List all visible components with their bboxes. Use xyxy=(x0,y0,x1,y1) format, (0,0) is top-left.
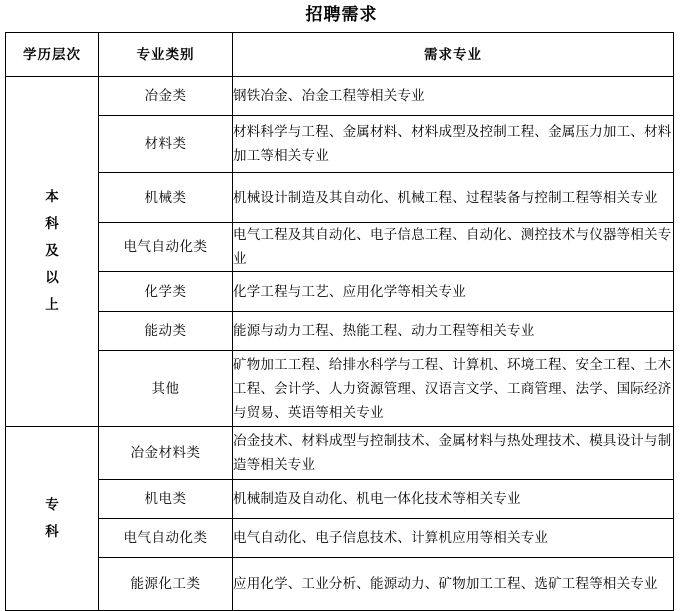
major-category-cell: 冶金材料类 xyxy=(99,427,233,480)
column-header-education-level: 学历层次 xyxy=(6,33,99,77)
required-majors-cell: 矿物加工工程、给排水科学与工程、计算机、环境工程、安全工程、土木工程、会计学、人力资源管理、汉语言文学、工商管理、法学、国际经济与贸易、英语等相关专业 xyxy=(233,351,674,427)
table-row xyxy=(6,173,674,223)
table-row xyxy=(6,480,674,519)
required-majors-cell: 电气自动化、电子信息技术、计算机应用等相关专业 xyxy=(233,519,674,558)
required-majors-cell: 电气工程及其自动化、电子信息工程、自动化、测控技术与仪器等相关专业 xyxy=(233,223,674,272)
table-row xyxy=(6,116,674,173)
required-majors-cell: 机械制造及自动化、机电一体化技术等相关专业 xyxy=(233,480,674,519)
major-category-cell: 冶金类 xyxy=(99,77,233,116)
table-row xyxy=(6,77,674,116)
table-body xyxy=(6,77,674,611)
required-majors-cell: 冶金技术、材料成型与控制技术、金属材料与热处理技术、模具设计与制造等相关专业 xyxy=(233,427,674,480)
required-majors-cell: 材料科学与工程、金属材料、材料成型及控制工程、金属压力加工、材料加工等相关专业 xyxy=(233,116,674,173)
required-majors-cell: 机械设计制造及其自动化、机械工程、过程装备与控制工程等相关专业 xyxy=(233,173,674,223)
table-row xyxy=(6,427,674,480)
page-title: 招聘需求 xyxy=(305,5,378,25)
major-category-cell: 电气自动化类 xyxy=(99,519,233,558)
column-header-major-category: 专业类别 xyxy=(99,33,233,77)
education-level-label: 专科 xyxy=(45,496,59,540)
major-category-cell: 能动类 xyxy=(99,312,233,351)
required-majors-cell: 钢铁冶金、冶金工程等相关专业 xyxy=(233,77,674,116)
table-row xyxy=(6,312,674,351)
major-category-cell: 能源化工类 xyxy=(99,558,233,611)
major-category-cell: 机电类 xyxy=(99,480,233,519)
major-category-cell: 电气自动化类 xyxy=(99,223,233,272)
required-majors-cell: 应用化学、工业分析、能源动力、矿物加工工程、选矿工程等相关专业 xyxy=(233,558,674,611)
table-row xyxy=(6,519,674,558)
required-majors-cell: 能源与动力工程、热能工程、动力工程等相关专业 xyxy=(233,312,674,351)
table-row xyxy=(6,558,674,611)
table-row xyxy=(6,351,674,427)
education-level-cell-college xyxy=(6,427,99,611)
recruitment-table-container xyxy=(5,32,673,611)
recruitment-requirements-table xyxy=(5,32,674,611)
major-category-cell: 化学类 xyxy=(99,272,233,312)
major-category-cell: 机械类 xyxy=(99,173,233,223)
table-header-row xyxy=(6,33,674,77)
column-header-required-majors: 需求专业 xyxy=(233,33,674,77)
major-category-cell: 其他 xyxy=(99,351,233,427)
table-header xyxy=(6,33,674,77)
required-majors-cell: 化学工程与工艺、应用化学等相关专业 xyxy=(233,272,674,312)
table-row xyxy=(6,223,674,272)
education-level-cell-undergraduate xyxy=(6,77,99,427)
education-level-label: 本科及以上 xyxy=(45,189,59,313)
major-category-cell: 材料类 xyxy=(99,116,233,173)
table-row xyxy=(6,272,674,312)
